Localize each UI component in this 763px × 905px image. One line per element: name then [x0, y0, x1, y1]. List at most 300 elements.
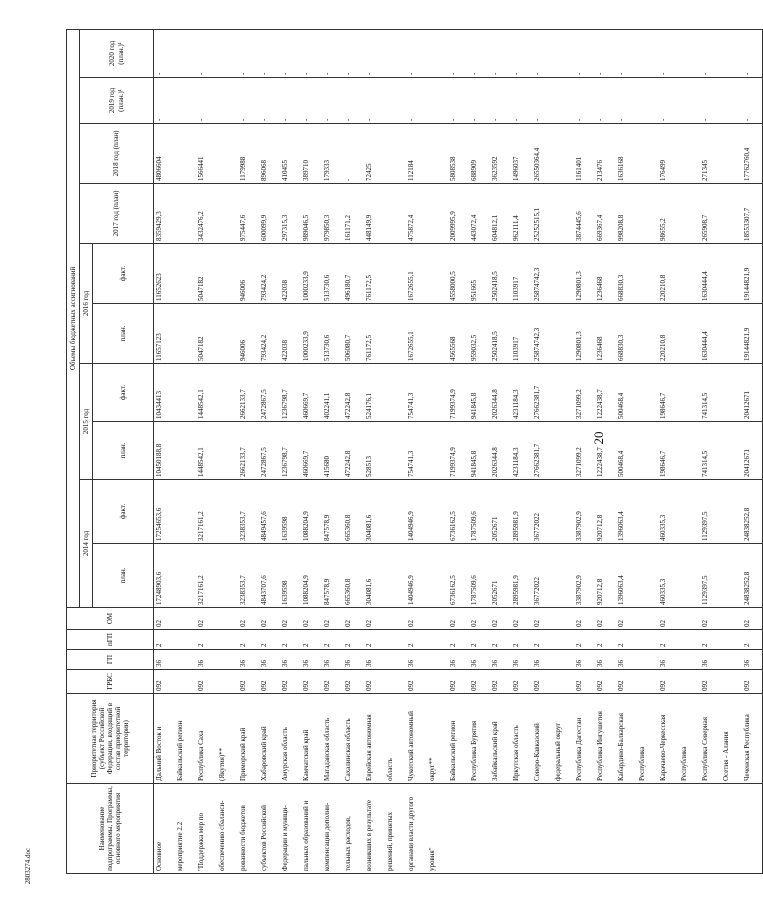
plan-2018-cell: 213476: [595, 124, 616, 184]
fact-2015-cell: 27662381,7: [532, 364, 553, 422]
fact-2014-cell: 847578,9: [322, 480, 343, 544]
code-pgp-cell: [721, 630, 742, 650]
table-row: [301, 29, 322, 873]
code-gp-cell: 36: [700, 650, 721, 670]
plan-2014-cell: 460335,3: [658, 544, 679, 608]
fact-2015-cell: 1236798,7: [280, 364, 301, 422]
plan-2016-cell: 761172,5: [364, 304, 385, 364]
program-name-cell: уровня": [427, 784, 448, 874]
plan-2017-cell: [175, 184, 196, 244]
plan-2016-cell: [427, 304, 448, 364]
table-row: [217, 29, 238, 873]
header-code-grbs: ГРБС: [67, 670, 154, 694]
plan-2015-cell: 1448542,1: [196, 422, 217, 480]
plan-2020-cell: -: [469, 29, 490, 77]
plan-2014-cell: 1404946,9: [406, 544, 427, 608]
table-row: [385, 29, 406, 873]
header-fact-2015: факт.: [93, 364, 154, 422]
plan-2016-cell: 1000233,9: [301, 304, 322, 364]
plan-2017-cell: 475872,4: [406, 184, 427, 244]
header-year-2016: 2016 год: [80, 244, 93, 364]
plan-2017-cell: [679, 184, 700, 244]
code-grbs-cell: [217, 670, 238, 694]
fact-2016-cell: 11652623: [154, 244, 175, 304]
fact-2016-cell: 25874742,3: [532, 244, 553, 304]
code-grbs-cell: 092: [301, 670, 322, 694]
plan-2015-cell: 20412671: [742, 422, 763, 480]
code-grbs-cell: 092: [469, 670, 490, 694]
fact-2016-cell: 951665: [469, 244, 490, 304]
fact-2016-cell: [679, 244, 700, 304]
header-year-2020: 2020 год (план.)¹: [80, 29, 154, 77]
fact-2014-cell: 3387902,9: [574, 480, 595, 544]
plan-2018-cell: 176499: [658, 124, 679, 184]
plan-2019-cell: -: [280, 78, 301, 124]
plan-2018-cell: [385, 124, 406, 184]
code-om-cell: 02: [154, 608, 175, 630]
plan-2019-cell: -: [322, 78, 343, 124]
code-om-cell: 02: [574, 608, 595, 630]
plan-2019-cell: -: [532, 78, 553, 124]
fact-2015-cell: 500468,4: [616, 364, 637, 422]
territory-cell: Республика Северная: [700, 694, 721, 784]
fact-2016-cell: [721, 244, 742, 304]
table-row: [196, 29, 217, 873]
code-gp-cell: [175, 650, 196, 670]
plan-2014-cell: 1787509,6: [469, 544, 490, 608]
program-name-cell: [595, 784, 616, 874]
code-gp-cell: [553, 650, 574, 670]
plan-2017-cell: 265908,7: [700, 184, 721, 244]
code-om-cell: 02: [280, 608, 301, 630]
fact-2014-cell: 665360,8: [343, 480, 364, 544]
program-name-cell: [574, 784, 595, 874]
code-pgp-cell: 2: [238, 630, 259, 650]
code-pgp-cell: [427, 630, 448, 650]
code-gp-cell: 36: [406, 650, 427, 670]
plan-2017-cell: 669367,4: [595, 184, 616, 244]
plan-2017-cell: 297315,3: [280, 184, 301, 244]
plan-2020-cell: -: [700, 29, 721, 77]
code-gp-cell: 36: [595, 650, 616, 670]
plan-2015-cell: 7199374,9: [448, 422, 469, 480]
fact-2015-cell: [721, 364, 742, 422]
plan-2015-cell: 2662133,7: [238, 422, 259, 480]
territory-cell: Кабардино-Балкарская: [616, 694, 637, 784]
plan-2014-cell: 1639598: [280, 544, 301, 608]
code-om-cell: 02: [532, 608, 553, 630]
plan-2018-cell: 1161401: [574, 124, 595, 184]
fact-2015-cell: [679, 364, 700, 422]
program-name-cell: [532, 784, 553, 874]
plan-2017-cell: 998208,8: [616, 184, 637, 244]
plan-2019-cell: -: [574, 78, 595, 124]
table-row: [238, 29, 259, 873]
plan-2018-cell: 1179988: [238, 124, 259, 184]
code-grbs-cell: [427, 670, 448, 694]
fact-2014-cell: 460335,3: [658, 480, 679, 544]
program-name-cell: мероприятие 2.2: [175, 784, 196, 874]
code-pgp-cell: 2: [700, 630, 721, 650]
fact-2014-cell: 17254653,6: [154, 480, 175, 544]
plan-2014-cell: 304081,6: [364, 544, 385, 608]
code-grbs-cell: [679, 670, 700, 694]
plan-2018-cell: 1496037: [511, 124, 532, 184]
code-om-cell: 02: [616, 608, 637, 630]
code-om-cell: [679, 608, 700, 630]
program-name-cell: [490, 784, 511, 874]
plan-2018-cell: [721, 124, 742, 184]
plan-2020-cell: [679, 29, 700, 77]
plan-2016-cell: 220210,8: [658, 304, 679, 364]
plan-2020-cell: [637, 29, 658, 77]
code-pgp-cell: 2: [280, 630, 301, 650]
table-row: [406, 29, 427, 873]
plan-2017-cell: 979850,3: [322, 184, 343, 244]
program-name-cell: Основное: [154, 784, 175, 874]
plan-2014-cell: 1088204,9: [301, 544, 322, 608]
plan-2017-cell: [385, 184, 406, 244]
plan-2020-cell: -: [343, 29, 364, 77]
territory-cell: Байкальский регион: [175, 694, 196, 784]
code-om-cell: [427, 608, 448, 630]
fact-2016-cell: 793424,2: [259, 244, 280, 304]
header-year-2017: 2017 год (план): [80, 184, 154, 244]
plan-2016-cell: [637, 304, 658, 364]
plan-2016-cell: 11657123: [154, 304, 175, 364]
plan-2020-cell: -: [448, 29, 469, 77]
table-header: [67, 29, 154, 873]
fact-2015-cell: 2662133,7: [238, 364, 259, 422]
plan-2015-cell: 741314,5: [700, 422, 721, 480]
rotated-table-container: [66, 30, 751, 874]
plan-2015-cell: [217, 422, 238, 480]
program-name-cell: Федерации и муници-: [280, 784, 301, 874]
plan-2019-cell: -: [469, 78, 490, 124]
plan-2016-cell: 668830,3: [616, 304, 637, 364]
plan-2017-cell: 448149,9: [364, 184, 385, 244]
fact-2016-cell: [175, 244, 196, 304]
table-row: [553, 29, 574, 873]
code-gp-cell: 36: [532, 650, 553, 670]
code-om-cell: 02: [238, 608, 259, 630]
code-grbs-cell: 092: [700, 670, 721, 694]
territory-cell: Республика: [637, 694, 658, 784]
plan-2015-cell: 3271099,2: [574, 422, 595, 480]
fact-2016-cell: [553, 244, 574, 304]
fact-2014-cell: 1787509,6: [469, 480, 490, 544]
plan-2019-cell: [721, 78, 742, 124]
code-pgp-cell: 2: [259, 630, 280, 650]
plan-2018-cell: 688909: [469, 124, 490, 184]
fact-2015-cell: 2472867,5: [259, 364, 280, 422]
fact-2016-cell: 513730,6: [322, 244, 343, 304]
plan-2015-cell: 1236798,7: [280, 422, 301, 480]
code-gp-cell: 36: [322, 650, 343, 670]
program-name-cell: компенсации дополни-: [322, 784, 343, 874]
plan-2018-cell: [427, 124, 448, 184]
plan-2019-cell: -: [154, 78, 175, 124]
table-row: [259, 29, 280, 873]
territory-cell: Северо-Кавказский: [532, 694, 553, 784]
plan-2014-cell: 3238353,7: [238, 544, 259, 608]
code-pgp-cell: 2: [469, 630, 490, 650]
territory-cell: Республика: [679, 694, 700, 784]
territory-cell: Магаданская область: [322, 694, 343, 784]
plan-2019-cell: -: [448, 78, 469, 124]
code-om-cell: [175, 608, 196, 630]
plan-2017-cell: [637, 184, 658, 244]
plan-2015-cell: 415680: [322, 422, 343, 480]
code-grbs-cell: [385, 670, 406, 694]
code-om-cell: 02: [259, 608, 280, 630]
fact-2016-cell: 4558000,5: [448, 244, 469, 304]
code-om-cell: [553, 608, 574, 630]
plan-2018-cell: [217, 124, 238, 184]
plan-2015-cell: [721, 422, 742, 480]
table-row: [511, 29, 532, 873]
code-gp-cell: 36: [742, 650, 763, 670]
plan-2018-cell: 1566441: [196, 124, 217, 184]
plan-2014-cell: 1129397,5: [700, 544, 721, 608]
plan-2018-cell: 1636168: [616, 124, 637, 184]
plan-2020-cell: -: [595, 29, 616, 77]
plan-2020-cell: [385, 29, 406, 77]
plan-2019-cell: -: [490, 78, 511, 124]
territory-cell: Хабаровский край: [259, 694, 280, 784]
code-pgp-cell: 2: [490, 630, 511, 650]
fact-2015-cell: 754741,3: [406, 364, 427, 422]
code-grbs-cell: 092: [259, 670, 280, 694]
plan-2020-cell: [175, 29, 196, 77]
fact-2014-cell: 4849457,6: [259, 480, 280, 544]
fact-2016-cell: 1290801,3: [574, 244, 595, 304]
program-name-cell: органами власти другого: [406, 784, 427, 874]
code-grbs-cell: 092: [742, 670, 763, 694]
fact-2014-cell: [175, 480, 196, 544]
program-name-cell: субъектов Российской: [259, 784, 280, 874]
plan-2014-cell: 17248903,6: [154, 544, 175, 608]
territory-cell: Республика Ингушетия: [595, 694, 616, 784]
code-pgp-cell: 2: [343, 630, 364, 650]
code-pgp-cell: 2: [154, 630, 175, 650]
table-row: [322, 29, 343, 873]
code-pgp-cell: 2: [532, 630, 553, 650]
code-grbs-cell: 092: [616, 670, 637, 694]
plan-2015-cell: 941845,8: [469, 422, 490, 480]
code-gp-cell: [637, 650, 658, 670]
plan-2014-cell: 4843707,6: [259, 544, 280, 608]
plan-2017-cell: 98655,2: [658, 184, 679, 244]
code-gp-cell: [679, 650, 700, 670]
territory-cell: Еврейская автономная: [364, 694, 385, 784]
plan-2014-cell: 2895981,9: [511, 544, 532, 608]
code-grbs-cell: [637, 670, 658, 694]
table-row: [427, 29, 448, 873]
code-grbs-cell: 092: [364, 670, 385, 694]
fact-2015-cell: 4231184,3: [511, 364, 532, 422]
code-gp-cell: [721, 650, 742, 670]
header-year-2018: 2018 год (план): [80, 124, 154, 184]
code-gp-cell: 36: [238, 650, 259, 670]
code-om-cell: 02: [469, 608, 490, 630]
plan-2018-cell: [175, 124, 196, 184]
program-name-cell: возникших в результате: [364, 784, 385, 874]
program-name-cell: [637, 784, 658, 874]
fact-2015-cell: [637, 364, 658, 422]
plan-2015-cell: [427, 422, 448, 480]
plan-2020-cell: -: [532, 29, 553, 77]
fact-2014-cell: 24838252,8: [742, 480, 763, 544]
plan-2015-cell: 198646,7: [658, 422, 679, 480]
table-row: [742, 29, 763, 873]
program-name-cell: рованности бюджетов: [238, 784, 259, 874]
plan-2017-cell: [721, 184, 742, 244]
code-gp-cell: [427, 650, 448, 670]
code-om-cell: [721, 608, 742, 630]
code-pgp-cell: 2: [595, 630, 616, 650]
plan-2017-cell: 600099,9: [259, 184, 280, 244]
plan-2014-cell: [679, 544, 700, 608]
header-code-om: ОМ: [67, 608, 154, 630]
code-pgp-cell: [217, 630, 238, 650]
plan-2018-cell: 896068: [259, 124, 280, 184]
fact-2014-cell: [217, 480, 238, 544]
plan-2020-cell: -: [154, 29, 175, 77]
plan-2014-cell: 2052671: [490, 544, 511, 608]
fact-2016-cell: 422038: [280, 244, 301, 304]
code-pgp-cell: 2: [448, 630, 469, 650]
fact-2015-cell: [217, 364, 238, 422]
code-pgp-cell: [385, 630, 406, 650]
plan-2016-cell: [385, 304, 406, 364]
program-name-cell: [679, 784, 700, 874]
fact-2016-cell: 761172,5: [364, 244, 385, 304]
fact-2015-cell: 20412671: [742, 364, 763, 422]
fact-2016-cell: 1000233,9: [301, 244, 322, 304]
plan-2019-cell: -: [595, 78, 616, 124]
code-gp-cell: 36: [259, 650, 280, 670]
code-pgp-cell: 2: [364, 630, 385, 650]
territory-cell: Дальний Восток и: [154, 694, 175, 784]
header-volume-title: Объемы бюджетных ассигнований: [67, 29, 80, 607]
plan-2020-cell: -: [238, 29, 259, 77]
plan-2020-cell: [721, 29, 742, 77]
plan-2019-cell: -: [343, 78, 364, 124]
plan-2019-cell: [679, 78, 700, 124]
code-gp-cell: 36: [448, 650, 469, 670]
table-row: [532, 29, 553, 873]
territory-cell: Республика Саха: [196, 694, 217, 784]
table-row: [469, 29, 490, 873]
plan-2017-cell: 161171,2: [343, 184, 364, 244]
plan-2014-cell: 847578,9: [322, 544, 343, 608]
plan-2015-cell: 500468,4: [616, 422, 637, 480]
fact-2014-cell: [721, 480, 742, 544]
code-gp-cell: 36: [196, 650, 217, 670]
code-om-cell: 02: [658, 608, 679, 630]
code-grbs-cell: [553, 670, 574, 694]
code-pgp-cell: 2: [301, 630, 322, 650]
header-fact-2014: факт.: [93, 480, 154, 544]
territory-cell: Карачаево-Черкесская: [658, 694, 679, 784]
plan-2016-cell: [175, 304, 196, 364]
code-pgp-cell: [553, 630, 574, 650]
plan-2020-cell: -: [301, 29, 322, 77]
fact-2014-cell: [679, 480, 700, 544]
code-gp-cell: 36: [280, 650, 301, 670]
fact-2015-cell: 2026344,8: [490, 364, 511, 422]
program-name-cell: [511, 784, 532, 874]
plan-2020-cell: -: [280, 29, 301, 77]
table-row: [154, 29, 175, 873]
fact-2016-cell: [385, 244, 406, 304]
program-name-cell: "Поддержка мер по: [196, 784, 217, 874]
plan-2019-cell: [385, 78, 406, 124]
code-pgp-cell: 2: [196, 630, 217, 650]
plan-2018-cell: 17762760,4: [742, 124, 763, 184]
fact-2015-cell: [427, 364, 448, 422]
code-grbs-cell: 092: [406, 670, 427, 694]
plan-2020-cell: -: [742, 29, 763, 77]
plan-2018-cell: 5808538: [448, 124, 469, 184]
plan-2018-cell: -: [343, 124, 364, 184]
plan-2020-cell: -: [406, 29, 427, 77]
plan-2014-cell: 6736162,5: [448, 544, 469, 608]
fact-2015-cell: 472242,8: [343, 364, 364, 422]
fact-2015-cell: 741314,5: [700, 364, 721, 422]
plan-2016-cell: 4565568: [448, 304, 469, 364]
plan-2015-cell: 2026344,8: [490, 422, 511, 480]
territory-cell: Чукотский автономный: [406, 694, 427, 784]
fact-2015-cell: 1222438,7: [595, 364, 616, 422]
plan-2020-cell: -: [259, 29, 280, 77]
page-number: 20: [591, 431, 606, 445]
fact-2014-cell: 1639598: [280, 480, 301, 544]
table-body: [154, 29, 763, 873]
plan-2015-cell: [637, 422, 658, 480]
code-gp-cell: 36: [658, 650, 679, 670]
plan-2019-cell: -: [259, 78, 280, 124]
plan-2014-cell: 24838252,8: [742, 544, 763, 608]
document-code: 2803274.doc: [24, 847, 32, 885]
territory-cell: Чеченская Республика: [742, 694, 763, 784]
code-om-cell: 02: [742, 608, 763, 630]
code-om-cell: 02: [343, 608, 364, 630]
plan-2015-cell: [385, 422, 406, 480]
plan-2016-cell: 422038: [280, 304, 301, 364]
code-grbs-cell: 092: [511, 670, 532, 694]
plan-2020-cell: -: [490, 29, 511, 77]
plan-2016-cell: 19144821,9: [742, 304, 763, 364]
plan-2016-cell: [721, 304, 742, 364]
plan-2019-cell: -: [700, 78, 721, 124]
plan-2018-cell: 4806604: [154, 124, 175, 184]
plan-2014-cell: [553, 544, 574, 608]
code-om-cell: 02: [322, 608, 343, 630]
plan-2020-cell: -: [616, 29, 637, 77]
plan-2014-cell: [217, 544, 238, 608]
plan-2020-cell: -: [196, 29, 217, 77]
program-name-cell: [742, 784, 763, 874]
table-row: [679, 29, 700, 873]
territory-cell: Иркутская область: [511, 694, 532, 784]
plan-2020-cell: -: [574, 29, 595, 77]
budget-allocation-table: [66, 29, 763, 874]
plan-2018-cell: 410455: [280, 124, 301, 184]
plan-2017-cell: [217, 184, 238, 244]
code-pgp-cell: 2: [616, 630, 637, 650]
